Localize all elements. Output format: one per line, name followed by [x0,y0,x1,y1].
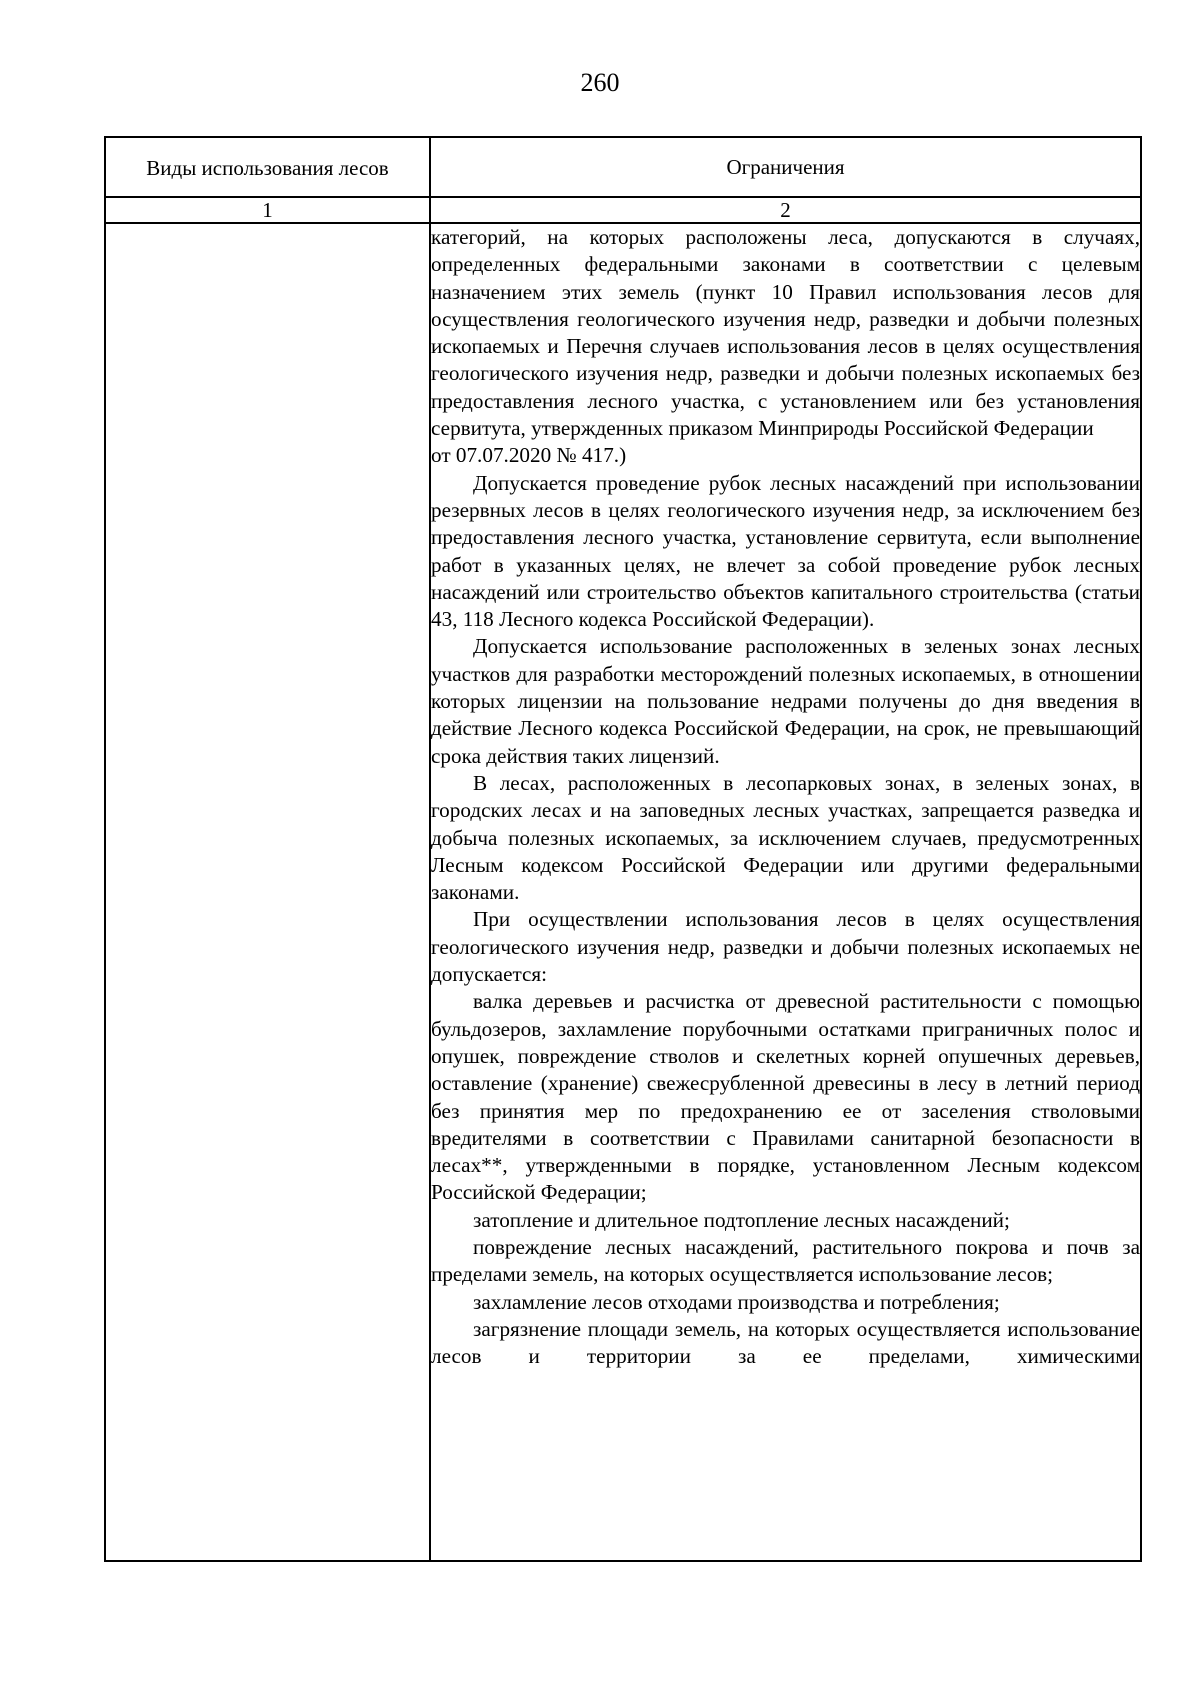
restrictions-table [104,136,1142,1562]
paragraph: категорий, на которых расположены леса, допускаются в случаях, определенных федеральными законами в соответствии с целевым назначением этих земель (пункт 10 Правил использования лесов для осуществления геологического изучения недр, разведки и добычи полезных ископаемых и Перечня случаев использования лесов в целях осуществления геологического изучения недр, разведки и добычи полезных ископаемых без предоставления лесного участка, с установлением или без установления сервитута, утвержденных приказом Минприроды Российской Федерации [431,225,1140,441]
header-forest-use-types: Виды использования лесов [105,137,430,197]
paragraph: валка деревьев и расчистка от древесной растительности с помощью бульдозеров, захламление порубочными остатками приграничных полос и опушек, повреждение стволов и скелетных корней опушечных деревьев, оставление (хранение) свежесрубленной древесины в лесу в летний период без принятия мер по предохранению ее от заселения стволовыми вредителями в соответствии с Правилами санитарной безопасности в лесах**, утвержденными в порядке, установленном Лесным кодексом Российской Федерации; [431,989,1140,1205]
paragraph: загрязнение площади земель, на которых осуществляется использование лесов и территории за ее пределами, химическими [431,1316,1140,1369]
paragraph: В лесах, расположенных в лесопарковых зонах, в зеленых зонах, в городских лесах и на заповедных лесных участках, запрещается разведка и добыча полезных ископаемых, за исключением случаев, предусмотренных Лесным кодексом Российской Федерации или другими федеральными законами. [431,770,1140,905]
page-number: 260 [580,68,620,97]
paragraph: Допускается проведение рубок лесных насаждений при использовании резервных лесов в целях геологического изучения недр, за исключением без предоставления лесного участка, установление сервитута, если выполнение работ в указанных целях, не влечет за собой проведение рубок лесных насаждений или строительство объектов капитального строительства (статьи 43, 118 Лесного кодекса Российской Федерации). [431,470,1140,632]
header-restrictions: Ограничения [430,137,1141,197]
paragraph: захламление лесов отходами производства и потребления; [473,1289,1000,1314]
column-number-row [105,197,1141,223]
paragraph: затопление и длительное подтопление лесных насаждений; [473,1207,1010,1232]
paragraph: Допускается использование расположенных в зеленых зонах лесных участков для разработки месторождений полезных ископаемых, в отношении которых лицензии на пользование недрами получены до дня введения в действие Лесного кодекса Российской Федерации, на срок, не превышающий срока действия таких лицензий. [431,634,1140,768]
paragraph: от 07.07.2020 № 417.) [431,443,627,468]
table-header-row [105,137,1141,197]
restrictions-cell [430,223,1141,1561]
table-row [105,223,1141,1561]
paragraph: При осуществлении использования лесов в целях осуществления геологического изучения недр, разведки и добычи полезных ископаемых не допускается: [431,907,1140,987]
forest-use-type-cell [105,223,430,1561]
column-number-1: 1 [105,197,430,223]
paragraph: повреждение лесных насаждений, растительного покрова и почв за пределами земель, на которых осуществляется использование лесов; [431,1234,1140,1287]
column-number-2: 2 [430,197,1141,223]
